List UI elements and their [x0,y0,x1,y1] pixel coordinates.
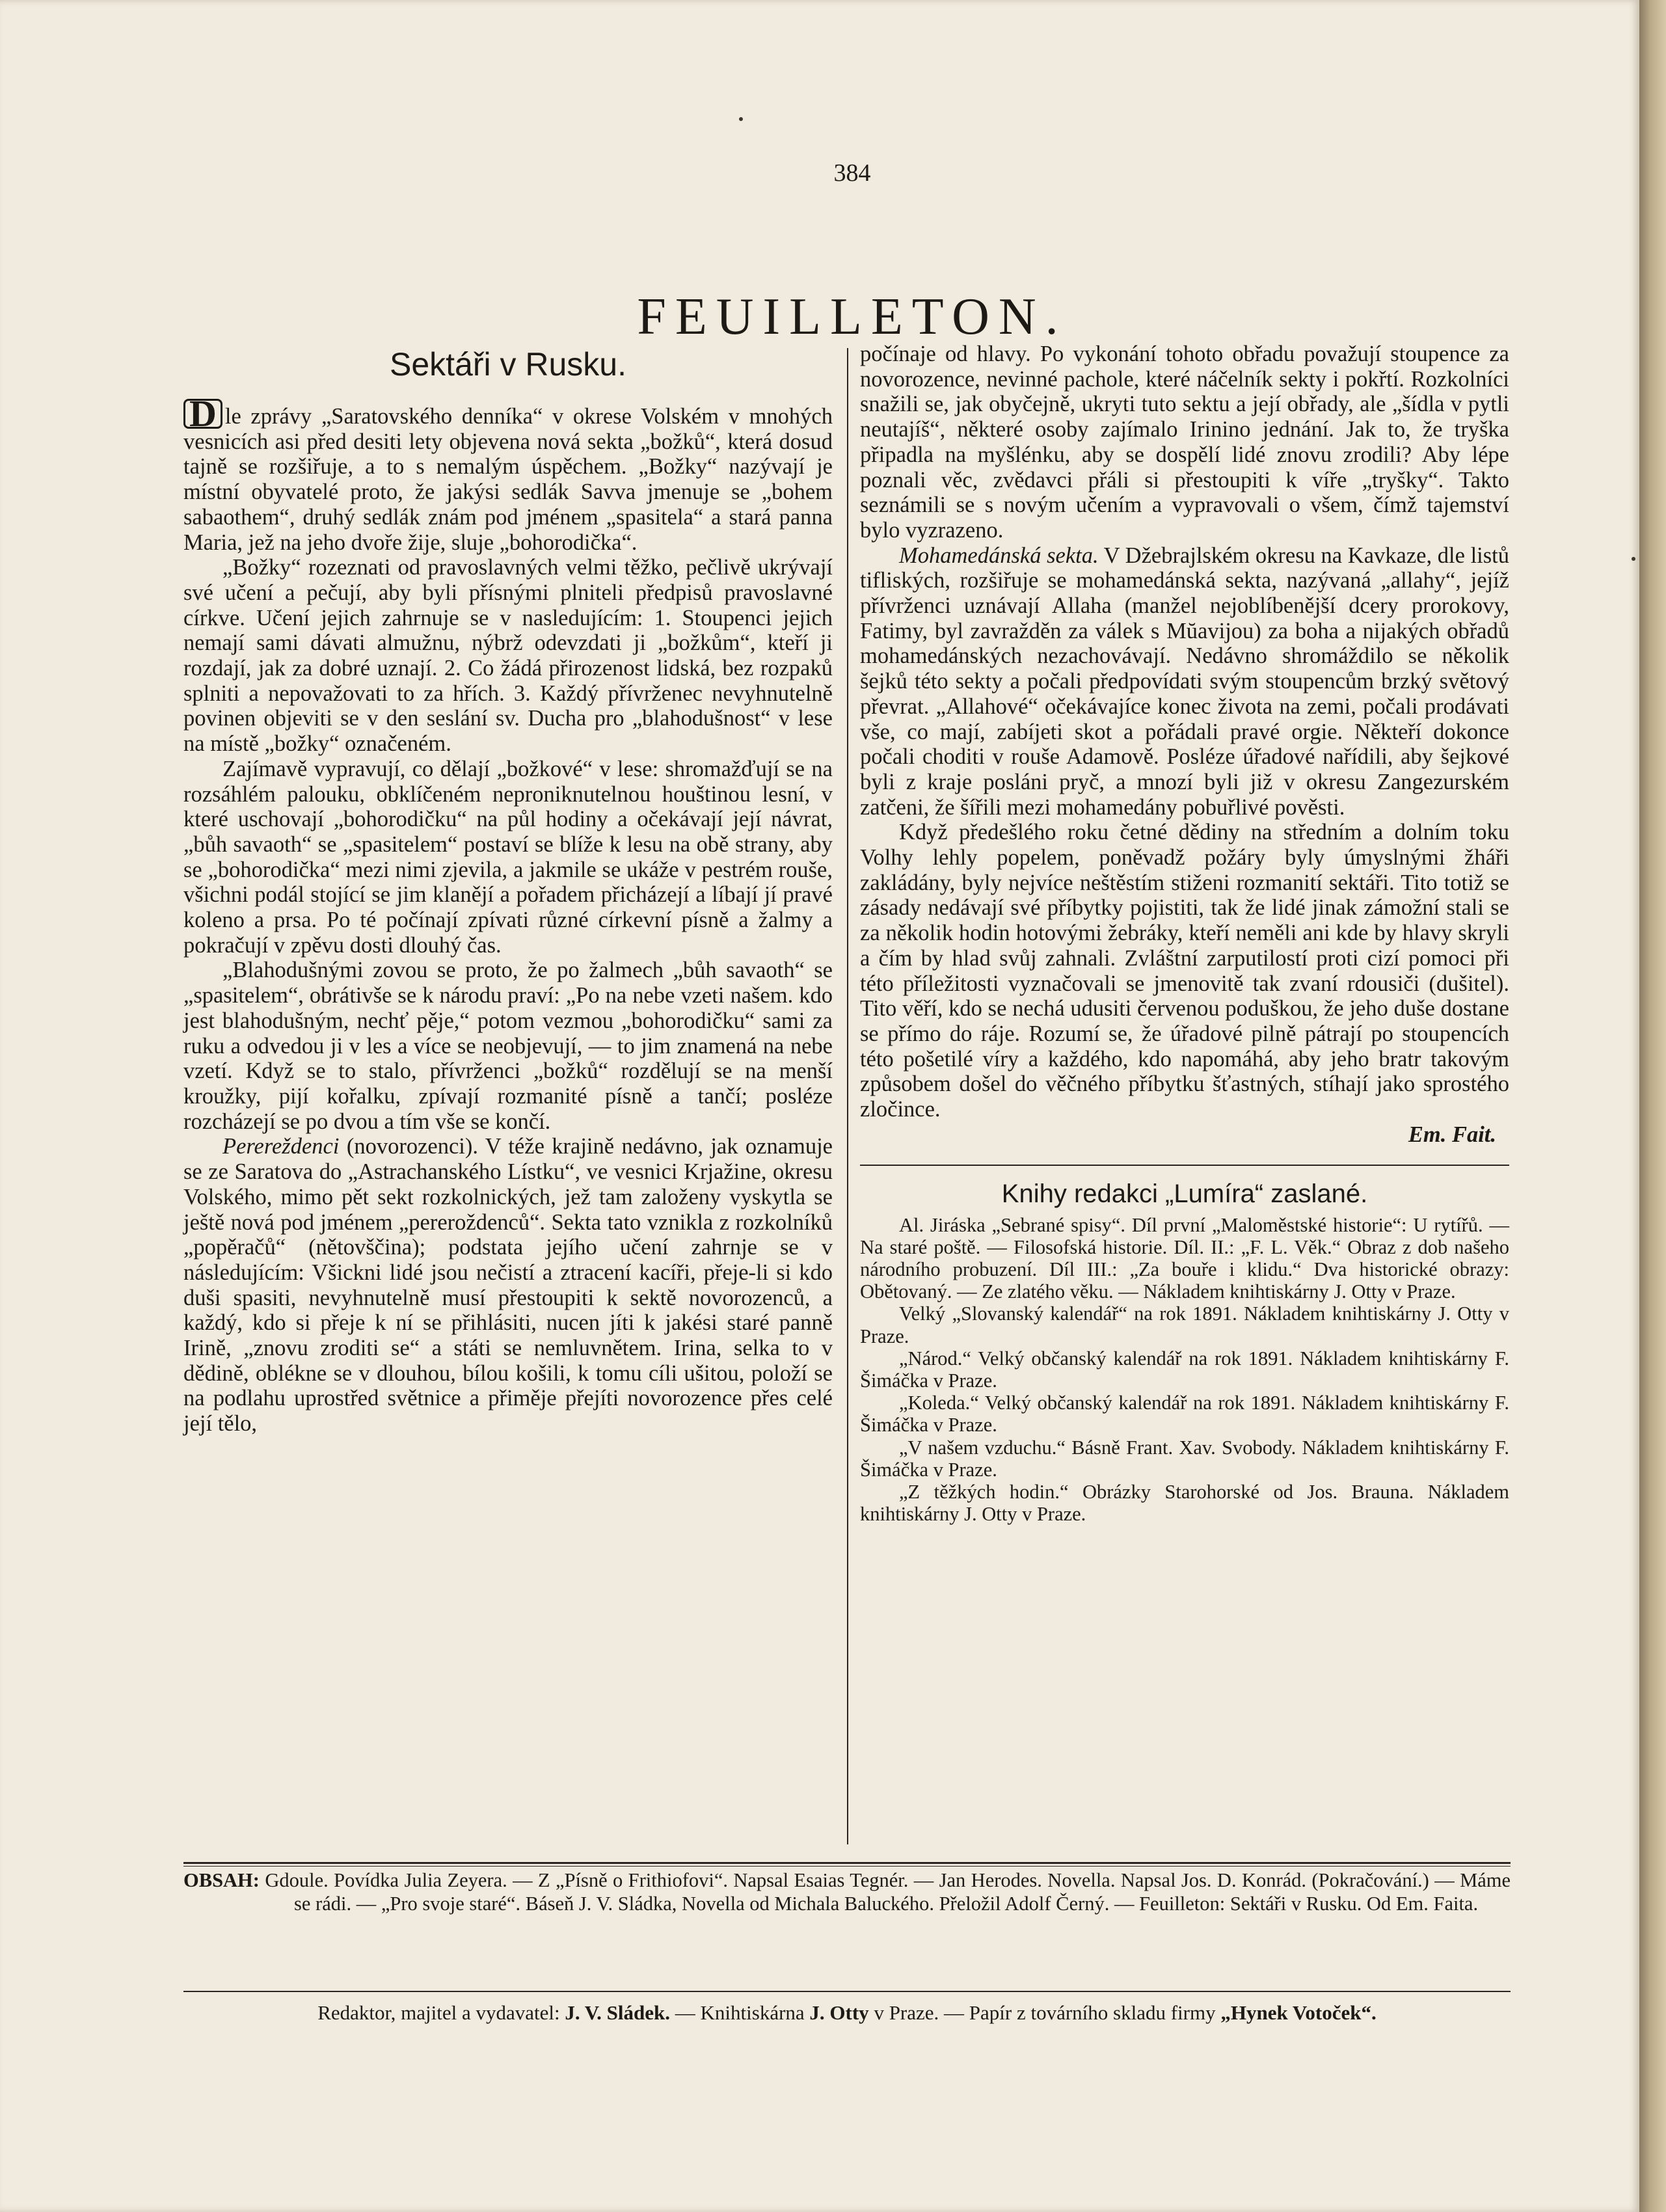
article-paragraph: Mohamedánská sekta. V Džebrajlském okresu na Kavkaze, dle listů tifliských, rozšiřuje se mohamedánská sekta, nazývaná „allahy“, jejíž přívrženci uznávají Allaha (manžel nejoblíbenější dcery prorokovy, Fatimy, byl zavražděn za válek s Mŭavijou) za boha a nijakých obřadů mohamedánských nezachovávají. Nedávno shromáždilo se několik šejků této sekty a počali předpovídati svým stoupencům brzký světový převrat. „Allahové“ očekávajíce konec života na zemi, počali prodávati vše, co mají, zabíjeti skot a pořádali pravé orgie. Někteří dokonce počali choditi v rouše Adamově. Posléze úřadové nařídili, aby šejkové byli z kraje posláni pryč, a mnozí byli již v okresu Zangezurském zatčeni, že šířili mezi mohamedány pobuřlivé pověsti. [860,543,1509,820]
article-paragraph: „Božky“ rozeznati od pravoslavných velmi těžko, pečlivě ukrývají své učení a pečují, aby byli přísnými plniteli předpisů pravoslavné církve. Učení jejich zahrnuje se v nasledujícím: 1. Stoupenci jejich nemají sami dávati almužnu, nýbrž odevzdati ji „božkům“, kteří ji rozdají, jak za dobré uznají. 2. Co žádá přirozenost lidská, bez rozpaků splniti a nepovažovati to za hřích. 3. Každý přívrženec nevyhnutelně povinen objeviti se v den seslání sv. Ducha pro „blahodušnost“ v lese na místě „božky“ označeném. [183,555,833,757]
article-paragraph: Když předešlého roku četné dědiny na středním a dolním toku Volhy lehly popelem, poněvadž požáry byly úmyslnými žháři zakládány, byly nejvíce neštěstím stiženi rozmanití sektáři. Tito totiž se zásady nedávají své příbytky pojistiti, tak že lidé jinak zámožní stali se za několik hodin hotovými žebráky, kteří neměli ani kde by hlavy skryli a čím by hlad svůj zahnali. Zvláštní zarputilostí proti cizí pomoci při této příležitosti vyznačovali se jmenovitě tak zvaní rdousiči (dušitel). Tito věří, kdo se nechá udusiti červenou poduškou, že jeho duše dostane se přímo do ráje. Rozumí se, že úřadové pilně pátrají po stoupencích této pošetilé víry a každého, kdo napomáhá, aby jeho bratr takovým způsobem došel do věčného příbytku šťastných, stíhají jako sprostého zločince. [860,820,1509,1122]
book-entry: „Koleda.“ Velký občanský kalendář na rok 1891. Nákladem knihtiskárny F. Šimáčka v Praze. [860,1392,1509,1436]
section-title: FEUILLETON. [637,288,1068,345]
book-entry: Velký „Slovanský kalendář“ na rok 1891. Nákladem knihtiskárny J. Otty v Praze. [860,1302,1509,1347]
contents-label: OBSAH: [183,1869,260,1891]
imprint: Redaktor, majitel a vydavatel: J. V. Sládek. — Knihtiskárna J. Otty v Praze. — Papír z továrního skladu firmy „Hynek Votoček“. [317,2001,1377,2024]
column-divider [847,348,848,1844]
imprint-printer: J. Otty [809,2001,869,2024]
section-rule [860,1165,1509,1166]
left-column [183,342,833,1436]
article-paragraph: počínaje od hlavy. Po vykonání tohoto obřadu považují stoupence za novorozence, nevinné pachole, které náčelník sekty i pokřtí. Rozkolníci snažili se, jak obyčejně, ukryti tuto sektu a její obřady, ale „šídla v pytli neutajíš“, některé osoby zajímalo Irinino jednání. Jak to, že tryška připadla na myšlénku, aby se dospělí lidé znovu zrodili? Aby lépe poznali věc, zvědavci přáli si přestoupiti k víře „tryšky“. Takto seznámili se s novým učením a vypravovali o všem, čímž tajemství bylo vyzrazeno. [860,342,1509,543]
emphasized-label: Mohamedánská sekta. [899,543,1099,568]
book-entry: „Národ.“ Velký občanský kalendář na rok 1891. Nákladem knihtiskárny F. Šimáčka v Praze. [860,1347,1509,1392]
drop-cap-initial: D [183,399,222,429]
article-signature: Em. Fait. [1408,1122,1496,1147]
contents-text: Gdoule. Povídka Julia Zeyera. — Z „Písně o Frithiofovi“. Napsal Esaias Tegnér. — Jan Herodes. Novella. Napsal Jos. D. Konrád. (Pokračování.) — Máme se rádi. — „Pro svoje staré“. Báseň J. V. Sládka, Novella od Michala Baluckého. Přeložil Adolf Černý. — Feuilleton: Sektáři v Rusku. Od Em. Faita. [265,1869,1511,1915]
imprint-editor: J. V. Sládek. [565,2001,671,2024]
right-column [860,342,1509,1525]
article-title: Sektáři v Rusku. [389,346,626,383]
book-entry: Al. Jiráska „Sebrané spisy“. Díl první „Maloměstské historie“: U rytířů. — Na staré poště. — Filosofská historie. Díl. II.: „F. L. Věk.“ Obraz z dob našeho národního probuzení. Díl III.: „Za bouře i klidu.“ Dva historické obrazy: Obětovaný. — Ze zlatého věku. — Nákladem knihtiskárny J. Otty v Praze. [860,1213,1509,1303]
imprint-firm: „Hynek Votoček“. [1220,2001,1377,2024]
book-entry: „Z těžkých hodin.“ Obrázky Starohorské od Jos. Brauna. Nákladem knihtiskárny J. Otty v Praze. [860,1480,1509,1526]
footer-rule [183,1862,1511,1864]
books-title: Knihy redakci „Lumíra“ zaslané. [1001,1179,1368,1208]
article-paragraph: Perereždenci (novorozenci). V téže krajině nedávno, jak oznamuje se ze Saratova do „Astrachanského Lístku“, ve vesnici Krjažine, okresu Volského, mimo pět sekt rozkolnických, jež tam založeny vyskytla se ještě nová pod jménem „pereroždenců“. Sekta tato vznikla z rozkolníků „popěračů“ (nětovščina); podstata jejího učení zahrnje se v následujícím: Všickni lidé jsou nečistí a ztracení kacíři, přeje-li si kdo duši spasiti, nevyhnutelně musí přestoupiti k sektě novorozenců, a každý, kdo si přeje k ní se přihlásiti, nucen jíti k jakési staré panně Irině, „znovu zroditi se“ a státi se nemluvnětem. Irina, selka to v dědině, oblékne se v dlouhou, bílou košili, k tomu cíli ušitou, položí se na podlahu uprostřed světnice a přiměje přejíti novorozence přes celé její tělo, [183,1134,833,1436]
table-of-contents [183,1868,1511,1915]
emphasized-label: Perereždenci [222,1134,340,1159]
page-number: 384 [833,159,871,187]
article-paragraph: D le zprávy „Saratovského denníka“ v okrese Volském v mnohých vesnicích asi před desiti lety objevena nová sekta „božků“, která dosud tajně se rozšiřuje, a to s nemalým úspěchem. „Božky“ nazývají je místní obyvatelé proto, že jakýsi sedlák Savva jmenuje se „bohem sabaothem“, druhý sedlák znám pod jménem „spasitela“ a stará panna Maria, jež na jeho dvoře žije, sluje „bohorodička“. [183,392,833,555]
speck [739,117,743,121]
footer-rule [183,1866,1511,1867]
article-paragraph: Zajímavě vypravují, co dělají „božkové“ v lese: shromažďují se na rozsáhlém palouku, obklíčeném neproniknutelnou houštinou lesní, v které uschovají „bohorodičku“ na půl hodiny a očekávají její návrat, „bůh savaoth“ se „spasitelem“ postaví se blíže k lesu na obě strany, aby se „bohorodička“ mezi nimi zjevila, a jakmile se ukáže v pestrém rouše, všichni podál stojící se jim klanějí a pořadem přicházejí a líbají jí pravé koleno a prsa. Po té počínají zpívati různé církevní písně a žalmy a pokračují v zpěvu dosti dlouhý čas. [183,756,833,958]
footer-rule [183,1991,1511,1992]
speck [1632,557,1635,561]
book-entry: „V našem vzduchu.“ Básně Frant. Xav. Svobody. Nákladem knihtiskárny F. Šimáčka v Praze. [860,1436,1509,1481]
article-paragraph: „Blahodušnými zovou se proto, že po žalmech „bůh savaoth“ se „spasitelem“, obrátivše se k národu praví: „Po na nebe vzeti našem. kdo jest blahodušným, nechť pěje,“ potom vezmou „bohorodičku“ sami za ruku a odvedou ji v les a více se neobjevují, — to jim znamená na nebe vzetí. Když se to stalo, přívrženci „božků“ rozdělují se na menší kroužky, pijí kořalku, zpívají rozmanité písně a tančí; posléze rozcházejí se po dvou a tím vše se končí. [183,958,833,1134]
